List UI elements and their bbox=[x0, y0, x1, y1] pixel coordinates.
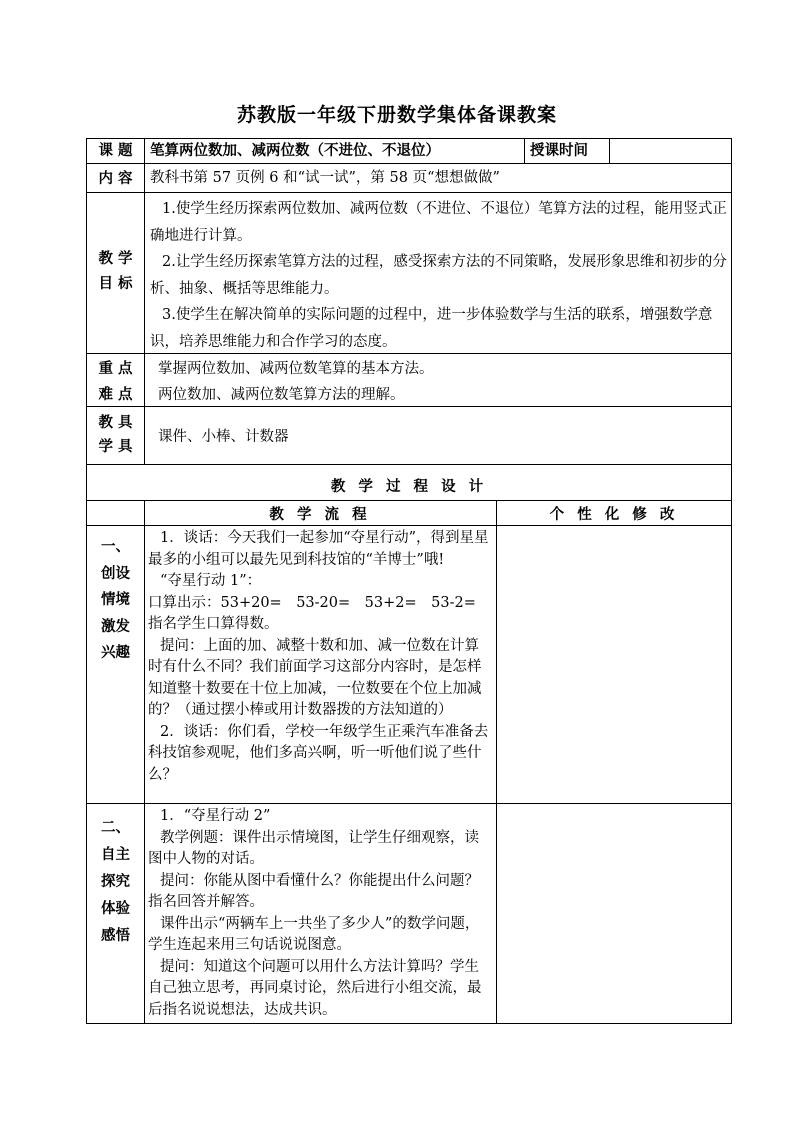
rule bbox=[86, 500, 732, 501]
flow-paragraph: 提问：你能从图中看懂什么？你能提出什么问题？指名回答并解答。 bbox=[148, 872, 479, 910]
lesson-plan-table bbox=[86, 138, 732, 1024]
rule bbox=[731, 138, 732, 1024]
difficult-label-line: 难 点 bbox=[98, 386, 133, 403]
section-label-line: 创设 bbox=[101, 564, 130, 582]
flow-paragraph: 2．谈话：你们看，学校一年级学生正乘汽车准备去科技馆参观呢，他们多高兴啊，听一听他们说了些什么？ bbox=[148, 723, 489, 783]
goal-item: 1.使学生经历探索两位数加、减两位数（不进位、不退位）笔算方法的过程，能用竖式正确地进行计算。 bbox=[150, 201, 727, 244]
flow-paragraph: 指名学生口算得数。 bbox=[148, 616, 279, 632]
key-point: 掌握两位数加、减两位数笔算的基本方法。 bbox=[158, 361, 434, 377]
flow-paragraph: “夺星行动 1”： bbox=[160, 573, 262, 589]
section-label-line: 二、 bbox=[101, 819, 130, 836]
section-label-line: 体验 bbox=[101, 900, 130, 917]
section-1-label bbox=[87, 534, 144, 667]
section-2-content bbox=[148, 806, 493, 1021]
key-content bbox=[158, 358, 728, 406]
goals-label-line: 教 学 bbox=[98, 250, 133, 267]
rule bbox=[86, 1023, 732, 1024]
goals-content bbox=[150, 196, 728, 355]
difficult-point: 两位数加、减两位数笔算方法的理解。 bbox=[158, 387, 405, 403]
topic-label: 课 题 bbox=[98, 142, 133, 159]
rule bbox=[86, 163, 732, 164]
section-label-line: 一、 bbox=[101, 538, 130, 555]
goals-label-line: 目 标 bbox=[98, 275, 133, 292]
goal-item: 2.让学生经历探索笔算方法的过程，感受探索方法的不同策略，发展形象思维和初步的分析、抽象、概括等思维能力。 bbox=[150, 254, 727, 297]
rule bbox=[144, 138, 145, 464]
flow-paragraph: 1．谈话：今天我们一起参加“夺星行动”，得到星星最多的小组可以最先见到科技馆的“羊博士”哦! bbox=[148, 530, 489, 568]
section-label-line: 情境 bbox=[101, 591, 130, 608]
flow-paragraph: 1．“夺星行动 2” bbox=[160, 808, 271, 824]
rule bbox=[524, 138, 525, 163]
section-1-content bbox=[148, 528, 493, 786]
section-label-line: 探究 bbox=[101, 873, 130, 890]
section-label-line: 激发 bbox=[101, 617, 130, 635]
content-value: 教科书第 57 页例 6 和“试一试”，第 58 页“想想做做” bbox=[150, 170, 500, 186]
process-title: 教 学 过 程 设 计 bbox=[330, 478, 488, 495]
section-1-modify-cell[interactable] bbox=[497, 526, 731, 802]
section-label-line: 感悟 bbox=[101, 927, 130, 944]
rule bbox=[86, 464, 732, 465]
key-label-line: 重 点 bbox=[98, 360, 133, 377]
goals-label bbox=[87, 246, 144, 296]
section-2-label bbox=[87, 814, 144, 949]
tools-label bbox=[87, 412, 144, 458]
flow-paragraph: 教学例题：课件出示情境图，让学生仔细观察，读图中人物的对话。 bbox=[148, 829, 479, 867]
topic-value: 笔算两位数加、减两位数（不进位、不退位） bbox=[150, 142, 440, 159]
tools-value: 课件、小棒、计数器 bbox=[158, 429, 289, 445]
flow-paragraph: 课件出示“两辆车上一共坐了多少人”的数学问题，学生连起来用三句话说说图意。 bbox=[148, 915, 480, 953]
rule bbox=[144, 500, 145, 1024]
flow-paragraph: 提问：上面的加、减整十数和加、减一位数在计算时有什么不同？我们前面学习这部分内容时，是怎样知道整十数要在十位上加减，一位数要在个位上加减的？（通过摆小棒或用计数器拨的方法知道的） bbox=[148, 637, 482, 718]
rule bbox=[86, 192, 732, 193]
rule bbox=[86, 406, 732, 407]
tools-label-line: 学 具 bbox=[98, 438, 133, 455]
tools-label-line: 教 具 bbox=[98, 414, 133, 431]
rule bbox=[609, 138, 610, 163]
section-label-line: 自主 bbox=[101, 846, 130, 863]
column-flow-header: 教 学 流 程 bbox=[269, 506, 371, 523]
time-label: 授课时间 bbox=[530, 142, 588, 159]
goal-item: 3.使学生在解决简单的实际问题的过程中，进一步体验数学与生活的联系，增强数学意识，培养思维能力和合作学习的态度。 bbox=[150, 307, 713, 350]
flow-paragraph: 提问：知道这个问题可以用什么方法计算吗？学生自己独立思考，再同桌讨论，然后进行小组交流，最后指名说说想法，达成共识。 bbox=[148, 958, 482, 1018]
column-modify-header: 个 性 化 修 改 bbox=[549, 506, 679, 523]
section-2-modify-cell[interactable] bbox=[497, 804, 731, 1022]
key-label bbox=[87, 358, 144, 406]
page-title: 苏教版一年级下册数学集体备课教案 bbox=[236, 104, 557, 126]
rule bbox=[86, 138, 732, 139]
content-label: 内 容 bbox=[98, 170, 133, 187]
section-label-line: 兴趣 bbox=[101, 644, 130, 661]
flow-paragraph: 口算出示：53+20= 53-20= 53+2= 53-2= bbox=[148, 594, 476, 611]
